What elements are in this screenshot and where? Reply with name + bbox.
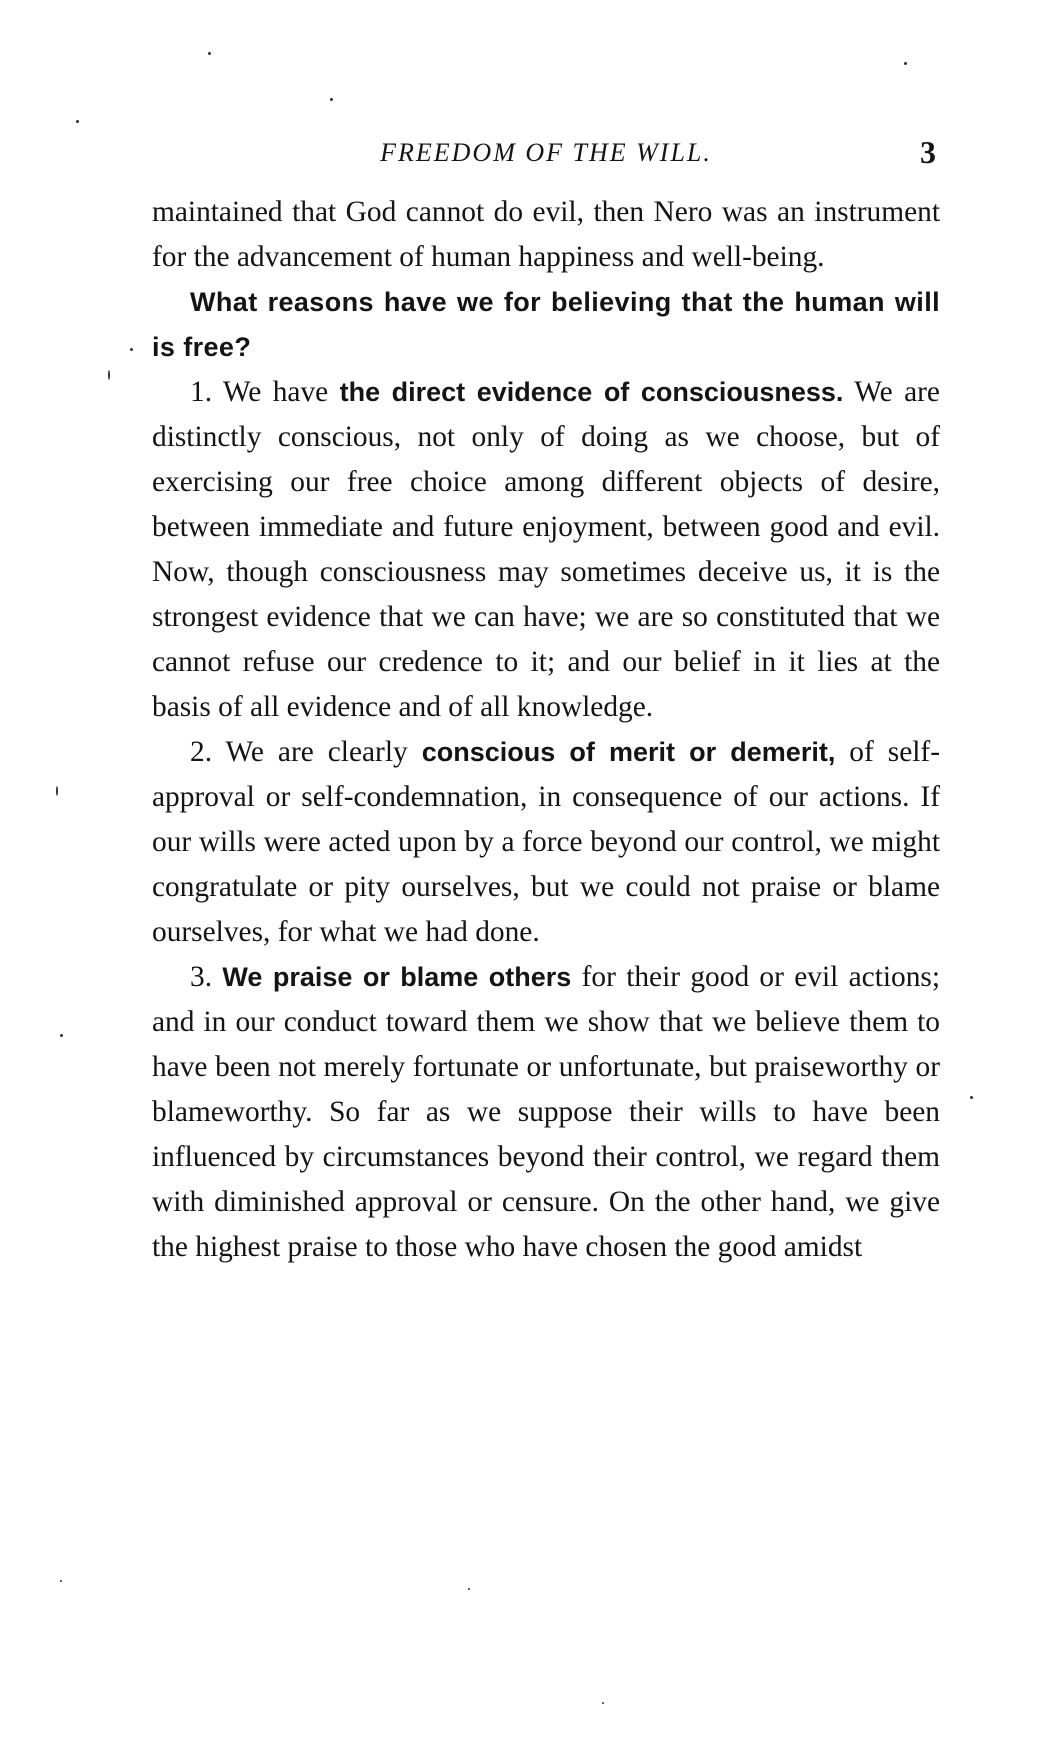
running-title: FREEDOM OF THE WILL.	[380, 138, 712, 167]
scan-speck	[56, 786, 58, 796]
point-emphasis: We praise or blame others	[222, 962, 572, 992]
paragraph-text: maintained that God cannot do evil, then Nero was an instrument for the advancement of human happiness and well-being.	[152, 196, 940, 273]
scan-speck	[602, 1702, 604, 1704]
point-emphasis: conscious of merit or demerit,	[421, 737, 836, 767]
scan-speck	[108, 370, 110, 380]
paragraph-continuation	[152, 190, 940, 280]
question-text: What reasons have we for believing that the human will is free?	[152, 287, 940, 362]
question-heading	[152, 280, 940, 370]
paragraph-point-1	[152, 370, 940, 730]
page-number: 3	[920, 134, 936, 170]
scan-speck	[60, 1580, 62, 1582]
point-text: for their good or evil actions; and in our conduct toward them we show that we believe them to have been not merely fortunate or unfortunate, but praiseworthy or blameworthy. So far as we suppose their wills to have been influenced by circumstances beyond their control, we regard them with diminished approval or censure. On the other hand, we give the highest praise to those who have chosen the good amidst	[152, 961, 941, 1263]
point-number: 1. We have	[190, 376, 340, 408]
point-emphasis: the direct evidence of consciousness.	[339, 377, 844, 407]
running-head	[152, 134, 940, 174]
body-text	[152, 190, 940, 1270]
scan-speck	[468, 1588, 470, 1590]
point-text: We are distinctly conscious, not only of doing as we choose, but of exercising our free choice among different objects of desire, between immediate and future enjoyment, between good and evil. Now, though consciousness may sometimes deceive us, it is the strongest evidence that we can have; we are so constituted that we cannot refuse our credence to it; and our belief in it lies at the basis of all evidence and of all knowledge.	[152, 376, 940, 723]
point-number: 3.	[190, 961, 223, 993]
point-text: of self-approval or self-condemnation, in consequence of our actions. If our wills were acted upon by a force beyond our control, we might congratulate or pity ourselves, but we could not praise or blame ourselves, for what we had done.	[152, 736, 940, 948]
scan-speck	[76, 120, 79, 123]
scan-speck	[904, 62, 907, 65]
scan-speck	[208, 52, 211, 55]
point-number: 2. We are clearly	[190, 736, 422, 768]
scan-speck	[60, 1034, 63, 1037]
paragraph-point-2	[152, 730, 940, 955]
scan-speck	[970, 1096, 973, 1099]
scan-speck	[130, 348, 133, 351]
paragraph-point-3	[152, 955, 940, 1270]
scan-speck	[330, 98, 333, 101]
